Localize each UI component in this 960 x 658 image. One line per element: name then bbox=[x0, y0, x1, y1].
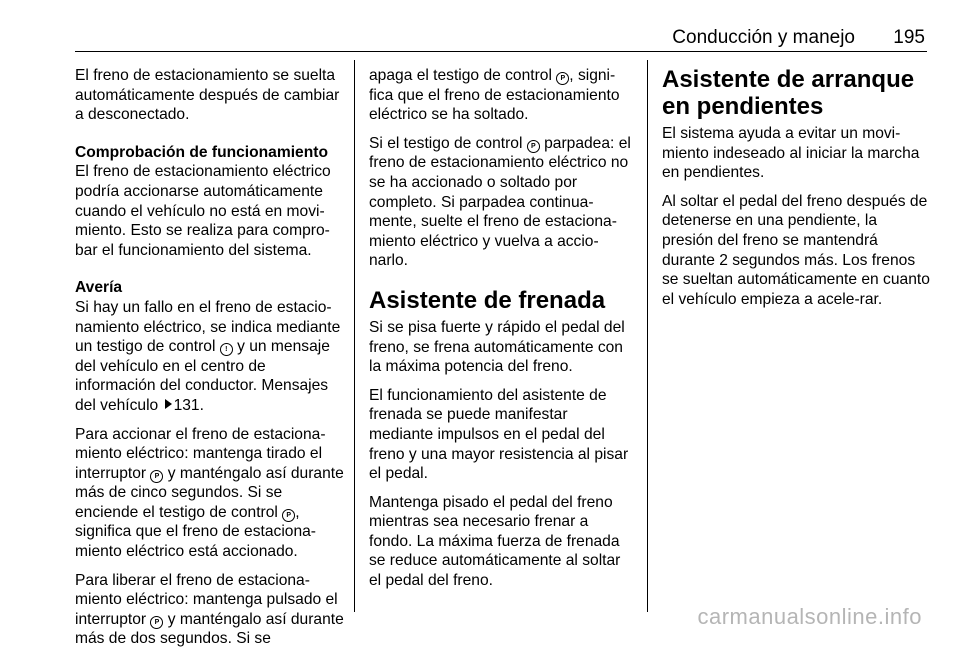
release-text-b: y manténgalo así durante más de dos segundos. Si se bbox=[75, 610, 344, 648]
page-ref-triangle-icon bbox=[165, 399, 172, 409]
column-divider-2 bbox=[647, 60, 648, 612]
parking-brake-icon: P bbox=[556, 72, 569, 85]
column-2 bbox=[369, 66, 633, 600]
blink-paragraph bbox=[369, 134, 633, 271]
hill-assist-heading: Asistente de arranque en pendientes bbox=[662, 66, 915, 120]
column-3 bbox=[662, 66, 932, 318]
column-1 bbox=[75, 66, 345, 658]
apply-text-b: y manténgalo así durante más de cinco segundos. Si se enciende el testigo de control bbox=[75, 464, 344, 521]
watermark: carmanualsonline.info bbox=[697, 604, 922, 629]
parking-brake-icon: P bbox=[282, 509, 295, 522]
column-divider-1 bbox=[354, 60, 355, 612]
cont-text-b: , signi-fica que el freno de estacionamiento eléctrico se ha soltado. bbox=[369, 67, 620, 124]
check-heading: Comprobación de funcionamiento bbox=[75, 143, 328, 161]
blink-text-a: Si el testigo de control bbox=[369, 134, 523, 152]
section-title: Conducción y manejo bbox=[672, 27, 855, 48]
fault-heading: Avería bbox=[75, 279, 123, 297]
hill-assist-p2: Al soltar el pedal del freno después de detenerse en una pendiente, la presión del freno se mantendrá durante 2 segundos más. Los frenos se sueltan automáticamente en cuanto el vehículo empieza a acele-rar. bbox=[662, 192, 930, 308]
check-paragraph: El freno de estacionamiento eléctrico podría accionarse automáticamente cuando el vehículo no está en movi-miento. Esto se realiza para compro-bar el funcionamiento del sistema. bbox=[75, 163, 331, 259]
brake-assist-heading: Asistente de frenada bbox=[369, 286, 606, 314]
fault-paragraph bbox=[75, 298, 345, 416]
cont-text-a: apaga el testigo de control bbox=[369, 67, 552, 84]
hill-assist-p1: El sistema ayuda a evitar un movi-miento indeseado al iniciar la marcha en pendientes. bbox=[662, 125, 920, 182]
release-continued-paragraph bbox=[369, 66, 633, 125]
brake-assist-p1: Si se pisa fuerte y rápido el pedal del freno, se frena automáticamente con la máxima potencia del freno. bbox=[369, 318, 625, 376]
release-text-a: Para liberar el freno de estaciona-miento eléctrico: mantenga pulsado el interruptor bbox=[75, 571, 338, 628]
apply-text-c: , significa que el freno de estaciona-miento eléctrico está accionado. bbox=[75, 503, 316, 561]
brake-assist-p2: El funcionamiento del asistente de frenada se puede manifestar mediante impulsos en el pedal del freno y una mayor resistencia al pisar el pedal. bbox=[369, 386, 629, 483]
page-header bbox=[75, 26, 927, 52]
parking-brake-icon: P bbox=[527, 140, 540, 153]
release-paragraph bbox=[75, 571, 345, 649]
apply-paragraph bbox=[75, 425, 345, 562]
brake-assist-p3: Mantenga pisado el pedal del freno mientras sea necesario frenar a fondo. La máxima fuerza de frenada se reduce automáticamente al soltar el pedal del freno. bbox=[369, 493, 621, 590]
fault-text-b: y un mensaje del vehículo en el centro de información del conductor. Mensajes del vehículo bbox=[75, 338, 330, 414]
header-rule bbox=[75, 51, 927, 52]
parking-brake-fault-icon: ! bbox=[220, 343, 233, 356]
parking-brake-icon: P bbox=[150, 470, 163, 483]
blink-text-b: parpadea: el freno de estacionamiento eléctrico no se ha accionado o soltado por completo. Si parpadea continua-mente, suelte el freno de estaciona-miento eléctrico y vuelva a accio-narlo. bbox=[369, 134, 631, 270]
parking-brake-icon: P bbox=[150, 616, 163, 629]
apply-text-a: Para accionar el freno de estaciona-miento eléctrico: mantenga tirado el interruptor bbox=[75, 425, 326, 482]
page-reference[interactable]: 131. bbox=[173, 396, 204, 414]
page-number: 195 bbox=[893, 27, 925, 48]
intro-paragraph: El freno de estacionamiento se suelta automáticamente después de cambiar a desconectado. bbox=[75, 67, 340, 124]
fault-text-a: Si hay un fallo en el freno de estacio-namiento eléctrico, se indica mediante un testigo de control bbox=[75, 298, 341, 356]
